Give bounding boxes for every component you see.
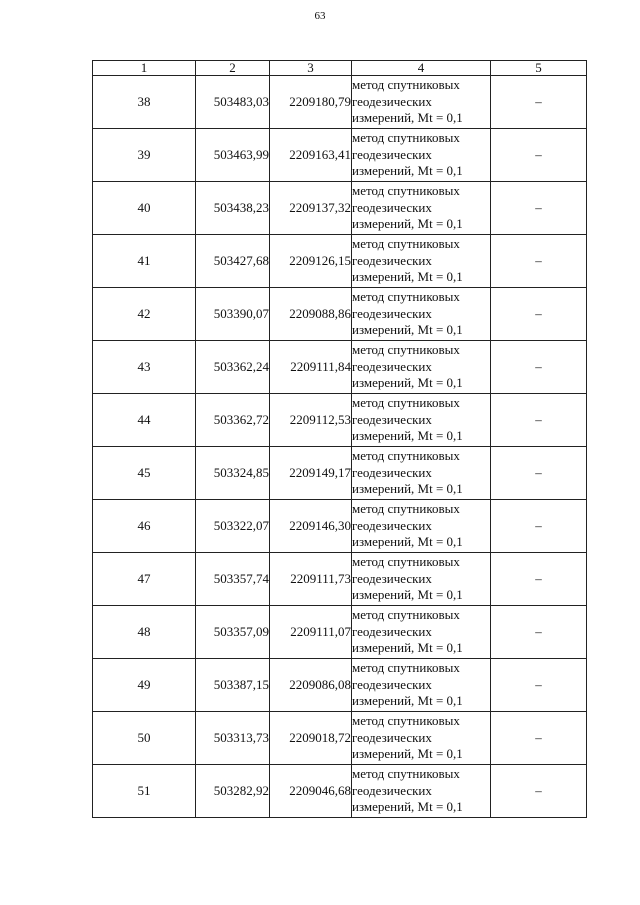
point-number: 38 — [93, 76, 196, 129]
y-coordinate: 2209112,53 — [270, 394, 352, 447]
method-line: измерений, Mt = 0,1 — [352, 110, 463, 126]
method-line: метод спутниковых — [352, 501, 460, 517]
x-coordinate: 503282,92 — [196, 765, 270, 818]
method-line: геодезических — [352, 358, 432, 374]
x-coordinate: 503483,03 — [196, 76, 270, 129]
method-line: измерений, Mt = 0,1 — [352, 799, 463, 815]
x-coordinate: 503387,15 — [196, 659, 270, 712]
method-line: метод спутниковых — [352, 766, 460, 782]
method-cell — [352, 606, 491, 659]
x-coordinate: 503362,72 — [196, 394, 270, 447]
point-number: 40 — [93, 182, 196, 235]
method-line: метод спутниковых — [352, 289, 460, 305]
method-line: метод спутниковых — [352, 130, 460, 146]
method-line: геодезических — [352, 729, 432, 745]
note-cell: – — [491, 553, 587, 606]
note-cell: – — [491, 606, 587, 659]
table-row — [93, 606, 587, 659]
method-cell — [352, 288, 491, 341]
method-line: измерений, Mt = 0,1 — [352, 269, 463, 285]
method-line: измерений, Mt = 0,1 — [352, 587, 463, 603]
header-col-2: 2 — [196, 61, 270, 76]
method-line: метод спутниковых — [352, 448, 460, 464]
method-line: метод спутниковых — [352, 660, 460, 676]
method-line: геодезических — [352, 93, 432, 109]
method-line: метод спутниковых — [352, 607, 460, 623]
method-line: геодезических — [352, 146, 432, 162]
note-cell: – — [491, 500, 587, 553]
point-number: 46 — [93, 500, 196, 553]
y-coordinate: 2209111,84 — [270, 341, 352, 394]
y-coordinate: 2209111,07 — [270, 606, 352, 659]
y-coordinate: 2209126,15 — [270, 235, 352, 288]
method-line: метод спутниковых — [352, 395, 460, 411]
note-cell: – — [491, 447, 587, 500]
header-col-1: 1 — [93, 61, 196, 76]
note-cell: – — [491, 235, 587, 288]
table-row — [93, 235, 587, 288]
y-coordinate: 2209149,17 — [270, 447, 352, 500]
table-header-row — [93, 61, 587, 76]
method-line: измерений, Mt = 0,1 — [352, 746, 463, 762]
table-row — [93, 447, 587, 500]
note-cell: – — [491, 394, 587, 447]
note-cell: – — [491, 341, 587, 394]
method-line: метод спутниковых — [352, 236, 460, 252]
x-coordinate: 503357,09 — [196, 606, 270, 659]
method-cell — [352, 712, 491, 765]
note-cell: – — [491, 182, 587, 235]
x-coordinate: 503427,68 — [196, 235, 270, 288]
method-line: геодезических — [352, 411, 432, 427]
y-coordinate: 2209111,73 — [270, 553, 352, 606]
header-col-5: 5 — [491, 61, 587, 76]
point-number: 41 — [93, 235, 196, 288]
method-line: измерений, Mt = 0,1 — [352, 693, 463, 709]
method-line: измерений, Mt = 0,1 — [352, 375, 463, 391]
method-line: геодезических — [352, 623, 432, 639]
method-line: метод спутниковых — [352, 713, 460, 729]
x-coordinate: 503313,73 — [196, 712, 270, 765]
method-cell — [352, 129, 491, 182]
table-row — [93, 182, 587, 235]
method-line: измерений, Mt = 0,1 — [352, 640, 463, 656]
method-line: геодезических — [352, 517, 432, 533]
method-line: измерений, Mt = 0,1 — [352, 481, 463, 497]
point-number: 43 — [93, 341, 196, 394]
y-coordinate: 2209086,08 — [270, 659, 352, 712]
method-cell — [352, 500, 491, 553]
method-cell — [352, 553, 491, 606]
table-row — [93, 129, 587, 182]
method-line: геодезических — [352, 199, 432, 215]
table-row — [93, 712, 587, 765]
note-cell: – — [491, 288, 587, 341]
x-coordinate: 503390,07 — [196, 288, 270, 341]
table-row — [93, 76, 587, 129]
point-number: 50 — [93, 712, 196, 765]
method-line: измерений, Mt = 0,1 — [352, 163, 463, 179]
note-cell: – — [491, 765, 587, 818]
method-cell — [352, 341, 491, 394]
method-cell — [352, 765, 491, 818]
table-row — [93, 553, 587, 606]
x-coordinate: 503438,23 — [196, 182, 270, 235]
x-coordinate: 503362,24 — [196, 341, 270, 394]
table-row — [93, 341, 587, 394]
point-number: 48 — [93, 606, 196, 659]
method-line: измерений, Mt = 0,1 — [352, 216, 463, 232]
point-number: 45 — [93, 447, 196, 500]
note-cell: – — [491, 76, 587, 129]
x-coordinate: 503322,07 — [196, 500, 270, 553]
coordinates-table — [92, 60, 587, 818]
table-row — [93, 500, 587, 553]
header-col-3: 3 — [270, 61, 352, 76]
table-row — [93, 659, 587, 712]
y-coordinate: 2209180,79 — [270, 76, 352, 129]
method-cell — [352, 659, 491, 712]
y-coordinate: 2209088,86 — [270, 288, 352, 341]
point-number: 44 — [93, 394, 196, 447]
note-cell: – — [491, 712, 587, 765]
y-coordinate: 2209137,32 — [270, 182, 352, 235]
x-coordinate: 503324,85 — [196, 447, 270, 500]
method-line: метод спутниковых — [352, 342, 460, 358]
method-line: геодезических — [352, 782, 432, 798]
method-line: измерений, Mt = 0,1 — [352, 428, 463, 444]
method-cell — [352, 447, 491, 500]
y-coordinate: 2209018,72 — [270, 712, 352, 765]
table-row — [93, 765, 587, 818]
header-col-4: 4 — [352, 61, 491, 76]
method-line: геодезических — [352, 305, 432, 321]
method-line: измерений, Mt = 0,1 — [352, 534, 463, 550]
method-cell — [352, 394, 491, 447]
x-coordinate: 503463,99 — [196, 129, 270, 182]
point-number: 51 — [93, 765, 196, 818]
note-cell: – — [491, 659, 587, 712]
method-line: геодезических — [352, 252, 432, 268]
method-line: метод спутниковых — [352, 183, 460, 199]
y-coordinate: 2209146,30 — [270, 500, 352, 553]
method-cell — [352, 235, 491, 288]
note-cell: – — [491, 129, 587, 182]
method-cell — [352, 76, 491, 129]
point-number: 42 — [93, 288, 196, 341]
point-number: 39 — [93, 129, 196, 182]
table-row — [93, 288, 587, 341]
x-coordinate: 503357,74 — [196, 553, 270, 606]
method-line: метод спутниковых — [352, 77, 460, 93]
point-number: 49 — [93, 659, 196, 712]
method-cell — [352, 182, 491, 235]
table-body — [93, 76, 587, 818]
method-line: геодезических — [352, 676, 432, 692]
method-line: геодезических — [352, 570, 432, 586]
y-coordinate: 2209163,41 — [270, 129, 352, 182]
point-number: 47 — [93, 553, 196, 606]
page-number: 63 — [314, 10, 326, 22]
method-line: метод спутниковых — [352, 554, 460, 570]
method-line: измерений, Mt = 0,1 — [352, 322, 463, 338]
table-row — [93, 394, 587, 447]
method-line: геодезических — [352, 464, 432, 480]
y-coordinate: 2209046,68 — [270, 765, 352, 818]
